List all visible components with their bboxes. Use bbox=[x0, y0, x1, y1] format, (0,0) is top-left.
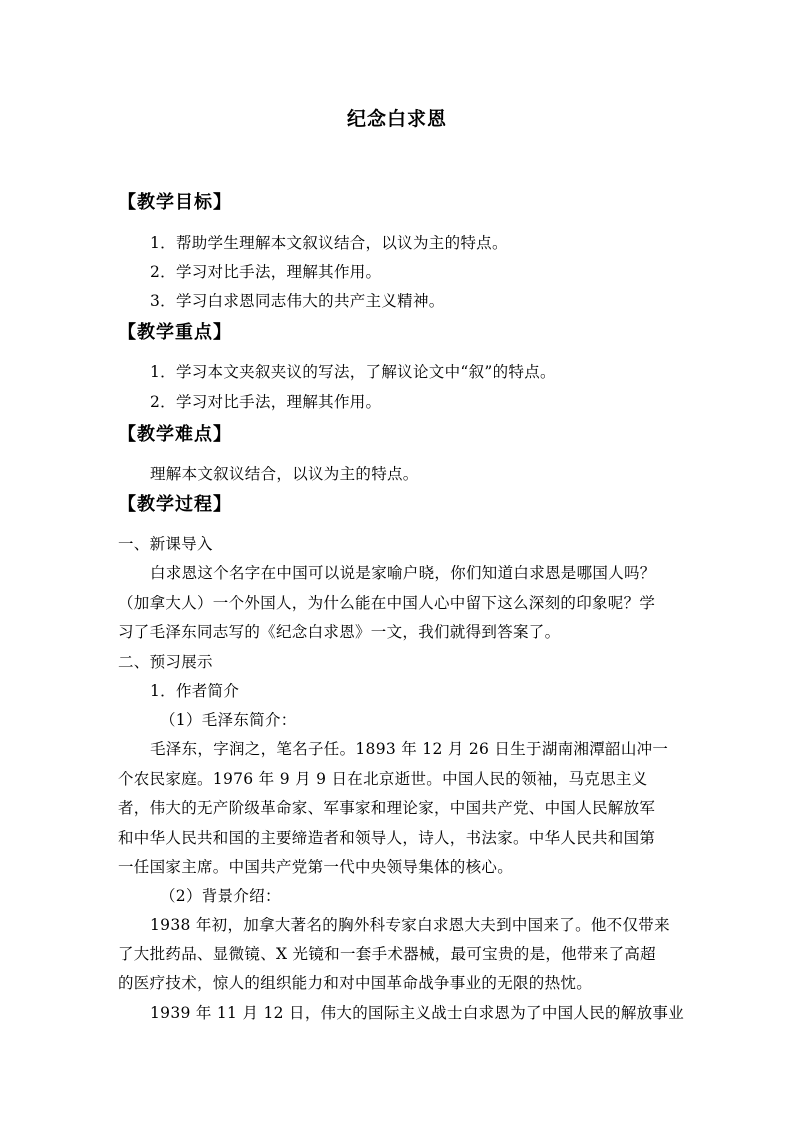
preview-heading: 二、预习展示 bbox=[118, 653, 213, 671]
document-title: 纪念白求恩 bbox=[346, 108, 447, 130]
key-heading: 【教学重点】 bbox=[118, 322, 232, 343]
goal-item: 2．学习对比手法，理解其作用。 bbox=[150, 263, 382, 281]
intro-line: （加拿大人）一个外国人，为什么能在中国人心中留下这么深刻的印象呢？学 bbox=[118, 594, 656, 612]
difficult-heading: 【教学难点】 bbox=[118, 424, 232, 445]
background-line: 1939 年 11 月 12 日，伟大的国际主义战士白求恩为了中国人民的解放事业 bbox=[150, 1004, 685, 1022]
key-item: 2．学习对比手法，理解其作用。 bbox=[150, 393, 382, 411]
goal-item: 1．帮助学生理解本文叙议结合，以议为主的特点。 bbox=[150, 234, 508, 252]
mao-heading: （1）毛泽东简介： bbox=[160, 711, 297, 729]
background-line: 的医疗技术，惊人的组织能力和对中国革命战争事业的无限的热忱。 bbox=[118, 974, 593, 992]
mao-line: 毛泽东，字润之，笔名子任。1893 年 12 月 26 日生于湖南湘潭韶山冲一 bbox=[150, 740, 669, 758]
goal-item: 3．学习白求恩同志伟大的共产主义精神。 bbox=[150, 292, 445, 310]
intro-line: 白求恩这个名字在中国可以说是家喻户晓，你们知道白求恩是哪国人吗？ bbox=[150, 564, 656, 582]
mao-line: 者，伟大的无产阶级革命家、军事家和理论家，中国共产党、中国人民解放军 bbox=[118, 799, 656, 817]
mao-line: 个农民家庭。1976 年 9 月 9 日在北京逝世。中国人民的领袖，马克思主义 bbox=[118, 770, 648, 788]
background-line: 了大批药品、显微镜、X 光镜和一套手术器械，最可宝贵的是，他带来了高超 bbox=[118, 945, 656, 963]
key-item: 1．学习本文夹叙夹议的写法，了解议论文中“叙”的特点。 bbox=[150, 363, 556, 381]
mao-line: 和中华人民共和国的主要缔造者和领导人，诗人，书法家。中华人民共和国第 bbox=[118, 829, 656, 847]
intro-line: 习了毛泽东同志写的《纪念白求恩》一文，我们就得到答案了。 bbox=[118, 623, 561, 641]
process-heading: 【教学过程】 bbox=[118, 494, 232, 515]
intro-heading: 一、新课导入 bbox=[118, 535, 213, 553]
difficult-text: 理解本文叙议结合，以议为主的特点。 bbox=[150, 465, 419, 483]
background-heading: （2）背景介绍： bbox=[160, 887, 281, 905]
mao-line: 一任国家主席。中国共产党第一代中央领导集体的核心。 bbox=[118, 858, 514, 876]
background-line: 1938 年初，加拿大著名的胸外科专家白求恩大夫到中国来了。他不仅带来 bbox=[150, 916, 670, 934]
goals-heading: 【教学目标】 bbox=[118, 192, 232, 213]
author-heading: 1．作者简介 bbox=[150, 682, 240, 700]
